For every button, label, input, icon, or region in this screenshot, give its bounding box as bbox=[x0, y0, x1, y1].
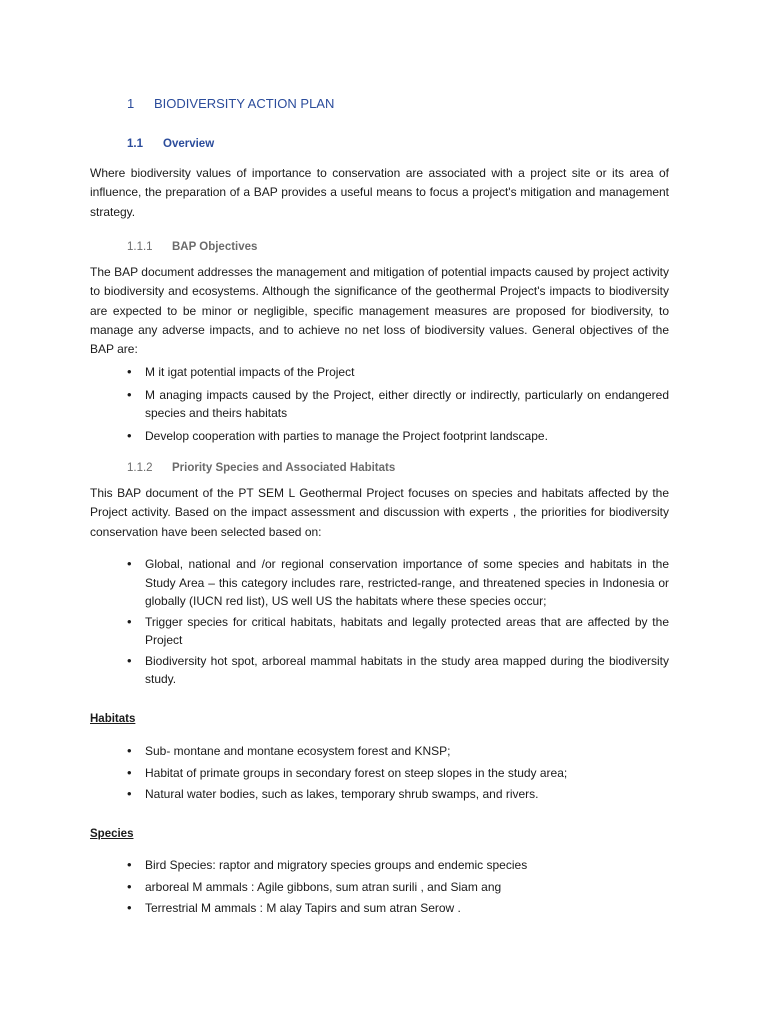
heading-overview bbox=[127, 138, 214, 150]
list-item: • M it igat potential impacts of the Project bbox=[90, 363, 669, 382]
list-item: • Global, national and /or regional conservation importance of some species and habitats in the Study Area – this category includes rare, restricted-range, and threatened species in Indonesia or globally (IUCN red list), US well US the habitats where these species occur; bbox=[127, 556, 669, 608]
heading-priority-species-title: Priority Species and Associated Habitats bbox=[172, 462, 396, 474]
overview-paragraph: Where biodiversity values of importance to conservation are associated with a project site or its area of influence, the preparation of a BAP provides a useful means to focus a project's mitigation and management strategy. bbox=[90, 166, 669, 219]
priority-paragraph: This BAP document of the PT SEM L Geothermal Project focuses on species and habitats affected by the Project activity. Based on the impact assessment and discussion with experts , the priorities for biodiversity conservation have been selected based on: bbox=[90, 486, 669, 539]
bullet-icon: • bbox=[127, 613, 132, 629]
bullet-icon: • bbox=[127, 386, 132, 402]
heading-bap-objectives bbox=[127, 241, 257, 253]
list-item: • Trigger species for critical habitats, habitats and legally protected areas that are affected by the Project bbox=[127, 613, 669, 647]
heading-overview-number: 1.1 bbox=[127, 138, 143, 150]
bullet-icon: • bbox=[127, 743, 132, 758]
list-item: • Habitat of primate groups in secondary forest on steep slopes in the study area; bbox=[90, 764, 669, 783]
heading-bap-objectives-title: BAP Objectives bbox=[172, 241, 258, 253]
bullet-icon: • bbox=[127, 556, 132, 571]
objectives-paragraph: The BAP document addresses the management and mitigation of potential impacts caused by project activity to biodiversity and ecosystems. Although the significance of the geothermal Project's impacts to biodiversity are expected to be minor or negligible, specific management measures are proposed for biodiversity, to manage any adverse impacts, and to achieve no net loss of biodiversity values. General objectives of the BAP are: bbox=[90, 265, 669, 357]
list-item: • Biodiversity hot spot, arboreal mammal habitats in the study area mapped during the biodiversity study. bbox=[127, 652, 669, 686]
heading-bap-objectives-number: 1.1.1 bbox=[127, 241, 153, 253]
bullet-icon: • bbox=[127, 764, 132, 780]
heading-priority-species-number: 1.1.2 bbox=[127, 462, 153, 474]
list-item: • arboreal M ammals : Agile gibbons, sum atran surili , and Siam ang bbox=[90, 878, 669, 897]
heading-1 bbox=[127, 96, 334, 111]
habitats-list bbox=[90, 742, 669, 804]
list-item: • Terrestrial M ammals : M alay Tapirs and sum atran Serow . bbox=[90, 899, 669, 918]
list-item: • M anaging impacts caused by the Project, either directly or indirectly, particularly on endangered species and theirs habitats bbox=[127, 386, 669, 420]
heading-1-number: 1 bbox=[127, 96, 135, 111]
species-heading: Species bbox=[90, 828, 134, 840]
species-list bbox=[90, 856, 669, 918]
list-item: • Develop cooperation with parties to manage the Project footprint landscape. bbox=[90, 427, 669, 446]
list-item: • Natural water bodies, such as lakes, temporary shrub swamps, and rivers. bbox=[90, 785, 669, 804]
habitats-heading: Habitats bbox=[90, 713, 136, 725]
heading-1-title: BIODIVERSITY ACTION PLAN bbox=[154, 96, 335, 111]
bullet-icon: • bbox=[127, 427, 132, 443]
bullet-icon: • bbox=[127, 786, 132, 801]
bullet-icon: • bbox=[127, 900, 132, 915]
bullet-icon: • bbox=[127, 364, 132, 379]
priority-list bbox=[90, 555, 669, 689]
objectives-list bbox=[90, 363, 669, 445]
heading-overview-title: Overview bbox=[163, 138, 215, 150]
list-item: • Bird Species: raptor and migratory species groups and endemic species bbox=[90, 856, 669, 875]
bullet-icon: • bbox=[127, 652, 132, 668]
bullet-icon: • bbox=[127, 857, 132, 872]
heading-priority-species bbox=[127, 462, 395, 474]
list-item: • Sub- montane and montane ecosystem forest and KNSP; bbox=[90, 742, 669, 761]
bullet-icon: • bbox=[127, 878, 132, 894]
